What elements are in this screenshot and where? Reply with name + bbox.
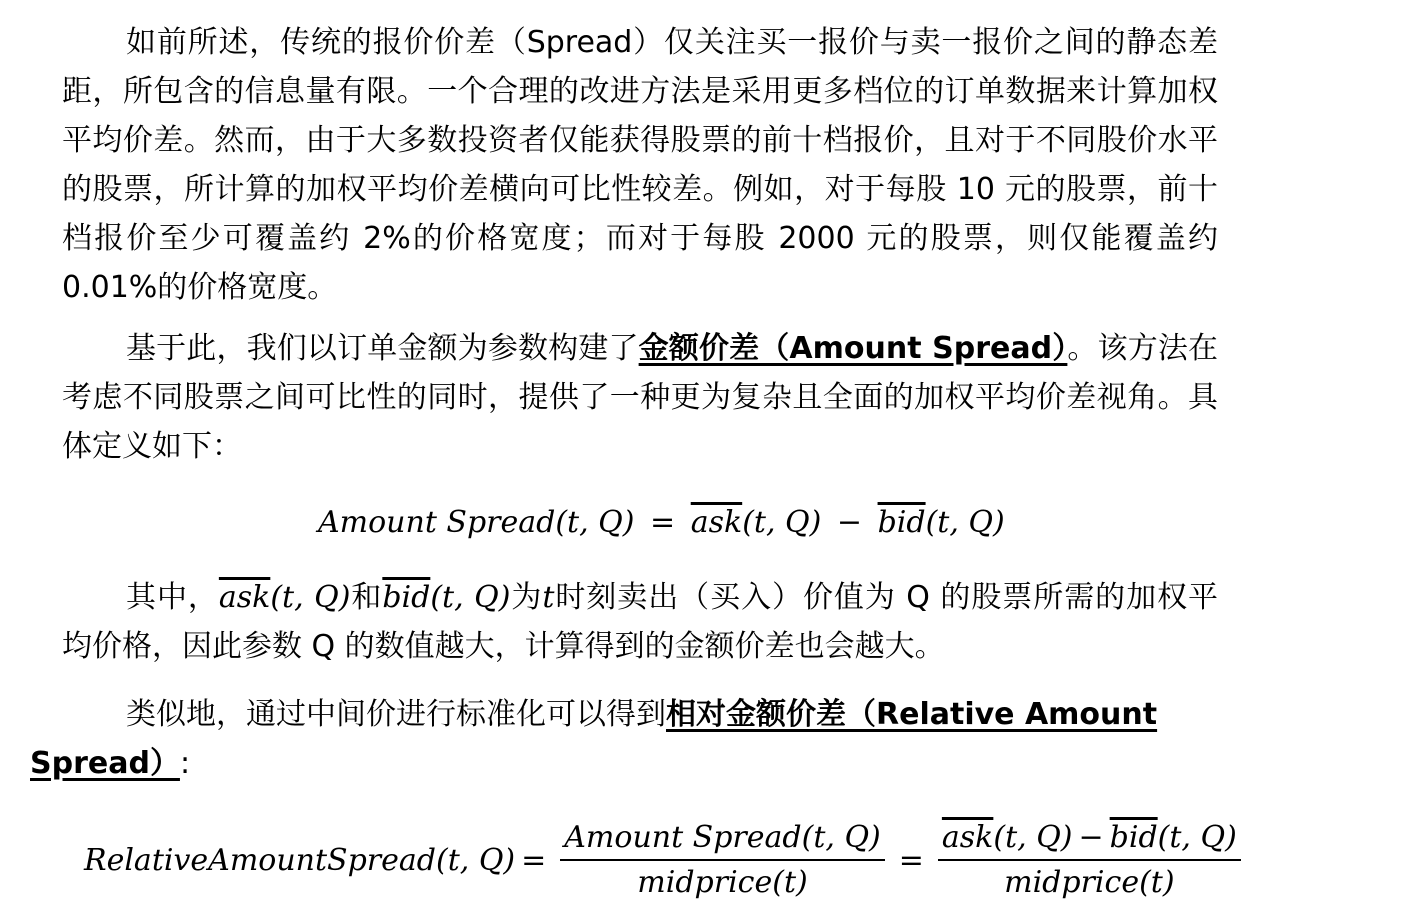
eq1-equals: = [650,505,676,540]
eq1-bid-args: (t, Q) [925,505,1005,540]
eq2-fraction-2 [938,820,1241,900]
para3-bid-args: (t, Q) [430,580,511,615]
eq1-minus: − [836,505,863,540]
eq1-bid: $\overline{bid}$ [877,505,926,540]
paragraph-relative-amount-spread [30,690,1218,788]
para3-lead: 其中， [126,580,219,615]
term-relative-amount-spread-1: 相对金额价差（Relative Amount [666,697,1158,732]
para2-before: 基于此，我们以订单金额为参数构建了 [126,331,639,366]
term-relative-amount-spread-2: Spread） [30,746,180,781]
eq2-denominator-2: midprice(t) [1004,865,1175,900]
eq2-ask-args: (t, Q) [993,820,1073,855]
term-amount-spread: 金额价差（Amount Spread） [638,331,1068,366]
eq2-minus: − [1078,820,1104,855]
paragraph-ask-bid-explanation [62,573,1218,671]
eq1-lhs: Amount Spread(t, Q) [318,505,635,540]
eq2-equals-1: = [521,842,547,878]
equation-amount-spread [318,505,1005,540]
eq2-numerator-1: Amount Spread(t, Q) [560,820,884,861]
para3-ask: $\overline{ask}$ [218,580,271,615]
eq1-ask: $\overline{ask}$ [690,505,743,540]
para3-mid: 为 [510,580,543,615]
equation-relative-amount-spread [84,815,1249,905]
eq2-bid-args: (t, Q) [1157,820,1237,855]
eq1-ask-args: (t, Q) [742,505,822,540]
para3-t: t [542,580,555,615]
para3-bid: $\overline{bid}$ [382,580,431,615]
eq2-ask: $\overline{ask}$ [941,820,994,855]
paragraph-amount-spread-def [62,324,1218,471]
para2-after: 。该方法在考虑不同股票之间可比性的同时，提供了一种更为复杂且全面的加权平均价差视角。具体定义如下： [62,331,1219,464]
para3-rest: 时刻卖出（买入）价值为 Q 的股票所需的加权平均价格，因此参数 Q 的数值越大，计算得到的金额价差也会越大。 [62,580,1219,664]
para3-and: 和 [350,580,383,615]
para4-before: 类似地，通过中间价进行标准化可以得到 [126,697,666,732]
eq2-equals-2: = [898,842,924,878]
document-body [62,18,1218,471]
para3-ask-args: (t, Q) [270,580,351,615]
paragraph-spread-intro: 如前所述，传统的报价价差（Spread）仅关注买一报价与卖一报价之间的静态差距，所包含的信息量有限。一个合理的改进方法是采用更多档位的订单数据来计算加权平均价差。然而，由于大多数投资者仅能获得股票的前十档报价，且对于不同股价水平的股票，所计算的加权平均价差横向可比性较差。例如，对于每股 10 元的股票，前十档报价至少可覆盖约 2%的价格宽度；而对于每股 2000 元的股票，则仅能覆盖约 0.01%的价格宽度。 [62,25,1218,305]
para4-after: : [179,746,191,781]
eq2-denominator-1: midprice(t) [637,865,808,900]
eq2-lhs: RelativeAmountSpread(t, Q) [84,842,516,878]
eq2-fraction-1 [560,820,884,900]
eq2-numerator-2 [938,820,1241,861]
eq2-bid: $\overline{bid}$ [1109,820,1158,855]
